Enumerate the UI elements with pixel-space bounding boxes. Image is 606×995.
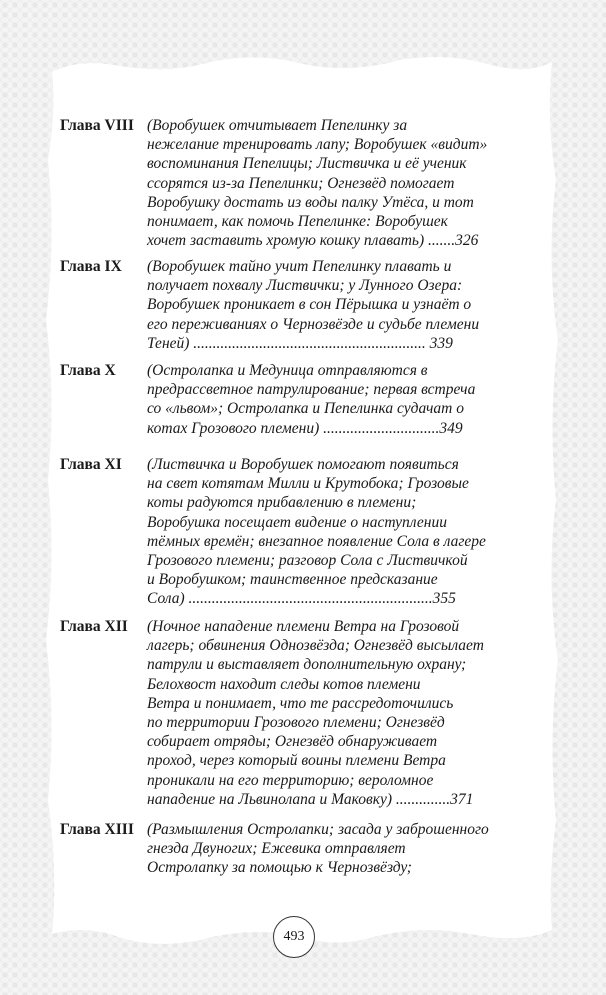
summary-line: предрассветное патрулирование; первая встреча <box>147 381 476 399</box>
summary-line: хочет заставить хромую кошку плавать) .......326 <box>147 232 479 250</box>
summary-line: воспоминания Пепелицы; Листвичка и её ученик <box>147 155 467 173</box>
summary-line: (Ночное нападение племени Ветра на Грозовой <box>147 618 460 635</box>
summary-line: на свет котятам Милли и Крутобока; Грозовые <box>147 475 469 493</box>
summary-line: понимает, как помочь Пепелинке: Воробушек <box>147 213 448 231</box>
summary-line: проникали на его территорию; вероломное <box>147 771 434 789</box>
summary-line: со «львом»; Остролапка и Пепелинка судачат о <box>147 400 464 418</box>
summary-line: Теней) ............................................................ 339 <box>147 334 453 352</box>
chapter-label: Глава IX <box>60 258 122 275</box>
toc-entry-chapter-11 <box>60 455 530 608</box>
summary-line: Грозового племени; разговор Сола с Листвичкой <box>147 552 468 570</box>
summary-line: (Размышления Остролапки; засада у заброшенного <box>147 821 489 838</box>
summary-line: (Остролапка и Медуница отправляются в <box>147 362 428 379</box>
chapter-label: Глава XII <box>60 618 128 635</box>
summary-line: (Листвичка и Воробушек помогают появиться <box>147 456 459 473</box>
summary-line: Ветра и понимает, что те рассредоточились <box>147 694 454 712</box>
summary-line: (Воробушек отчитывает Пепелинку за <box>147 117 408 134</box>
chapter-label: Глава VIII <box>60 117 134 134</box>
chapter-summary <box>147 116 527 250</box>
summary-line: Воробушка посещает видение о наступлении <box>147 513 447 531</box>
summary-line: коты радуются прибавлению в племени; <box>147 494 417 512</box>
summary-line: и Воробушком; таинственное предсказание <box>147 571 438 589</box>
chapter-summary <box>147 820 527 878</box>
chapter-label: Глава X <box>60 362 116 379</box>
toc-entry-chapter-10 <box>60 361 530 435</box>
chapter-summary <box>147 617 527 809</box>
summary-line: тёмных времён; внезапное появление Сола в лагере <box>147 532 486 550</box>
summary-line: ссорятся из-за Пепелинки; Огнезвёд помогает <box>147 174 455 192</box>
toc-entry-chapter-8 <box>60 116 530 250</box>
summary-line: Воробушку достать из воды палку Утёса, и тот <box>147 193 474 211</box>
summary-line: Белохвост находит следы котов племени <box>147 675 421 693</box>
summary-line: лагерь; обвинения Однозвёзда; Огнезвёд высылает <box>147 637 484 655</box>
toc-entry-chapter-12 <box>60 617 530 807</box>
chapter-summary <box>147 257 527 353</box>
toc-entry-chapter-13 <box>60 820 530 878</box>
summary-line: патрули и выставляет дополнительную охрану; <box>147 656 467 674</box>
chapter-label: Глава XI <box>60 456 122 473</box>
summary-line: гнезда Двуногих; Ежевика отправляет <box>147 840 406 858</box>
chapter-summary <box>147 361 527 438</box>
summary-line: по территории Грозового племени; Огнезвёд <box>147 714 445 732</box>
summary-line: Остролапку за помощью к Чернозвёзду; <box>147 859 412 877</box>
summary-line: Воробушек проникает в сон Пёрышка и узнаёт о <box>147 296 472 314</box>
summary-line: получает похвалу Листвички; у Лунного Озера: <box>147 277 463 295</box>
summary-line: собирает отряды; Огнезвёд обнаруживает <box>147 733 438 751</box>
summary-line: нежелание тренировать лапу; Воробушек «видит» <box>147 136 488 154</box>
summary-line: котах Грозового племени) ..............................349 <box>147 419 463 437</box>
summary-line: нападение на Львинолапа и Маковку) ..............371 <box>147 790 474 808</box>
chapter-label: Глава XIII <box>60 821 134 838</box>
summary-line: проход, через который воины племени Ветра <box>147 752 446 770</box>
summary-line: его переживаниях о Чернозвёзде и судьбе племени <box>147 315 480 333</box>
chapter-summary <box>147 455 527 609</box>
summary-line: (Воробушек тайно учит Пепелинку плавать и <box>147 258 452 275</box>
summary-line: Сола) ...............................................................355 <box>147 590 456 608</box>
page-number: 493 <box>273 916 315 958</box>
toc-entry-chapter-9 <box>60 257 530 352</box>
